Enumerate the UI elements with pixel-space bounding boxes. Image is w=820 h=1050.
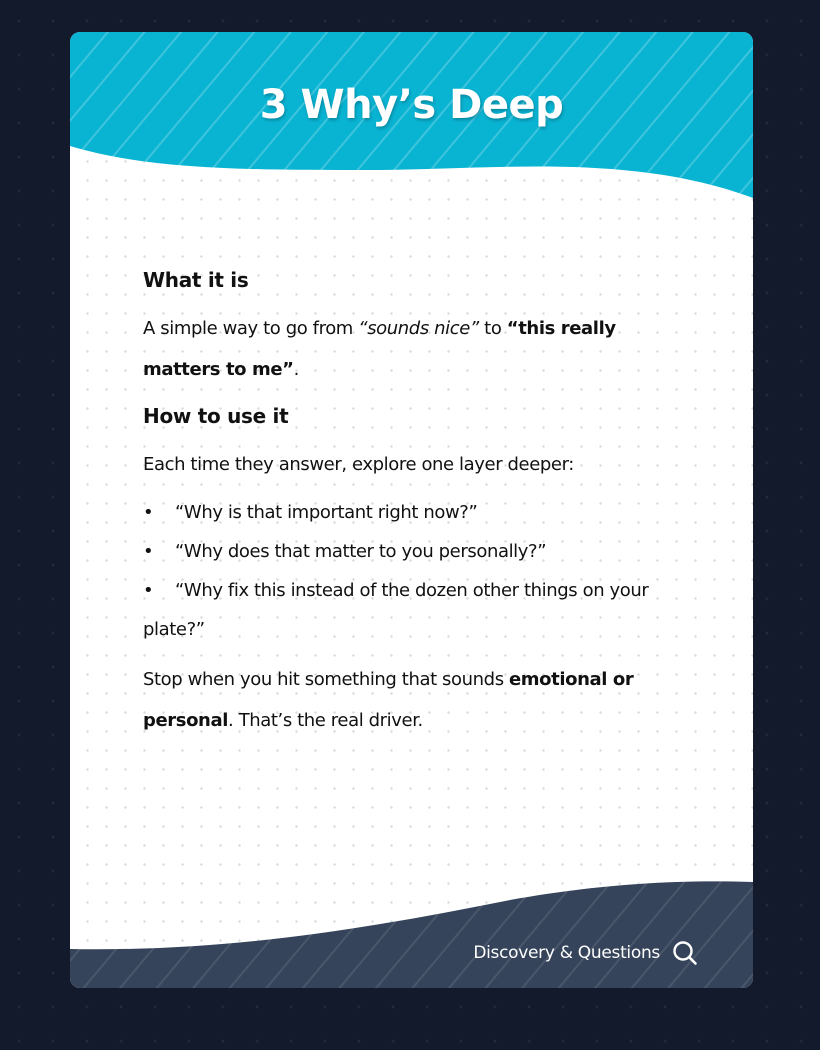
bullet-icon: •: [143, 541, 154, 562]
list-item: [143, 571, 683, 649]
bullet-icon: •: [143, 580, 154, 601]
what-text-after: .: [293, 359, 299, 380]
how-to-use-heading: How to use it: [143, 404, 289, 428]
sounds-nice-quote: “sounds nice”: [358, 318, 479, 339]
search-icon: [672, 940, 698, 966]
stop-text-after: . That’s the real driver.: [227, 710, 423, 731]
stop-text-before: Stop when you hit something that sounds: [143, 669, 509, 690]
card-title: 3 Why’s Deep: [259, 82, 564, 128]
why-question: “Why does that matter to you personally?”: [175, 541, 547, 562]
card-footer: [473, 940, 698, 966]
what-text-before: A simple way to go from: [143, 318, 359, 339]
how-to-use-intro: Each time they answer, explore one layer deeper:: [143, 454, 574, 475]
footer-wave: [70, 872, 753, 988]
why-question-list: [143, 493, 683, 649]
what-it-is-text: [143, 308, 683, 390]
category-label: Discovery & Questions: [473, 943, 660, 963]
what-text-middle: to: [478, 318, 507, 339]
really-matters-quote: “this really matters to me”: [143, 318, 616, 380]
header-wave: [70, 32, 753, 232]
method-card: [70, 32, 753, 988]
what-it-is-heading: What it is: [143, 268, 249, 292]
stop-guidance-text: [143, 659, 683, 741]
why-question: “Why is that important right now?”: [175, 502, 478, 523]
bullet-icon: •: [143, 502, 154, 523]
list-item: [143, 493, 683, 532]
card-body: [143, 260, 683, 747]
emotional-personal-emphasis: emotional or personal: [143, 669, 634, 731]
list-item: [143, 532, 683, 571]
why-question: “Why fix this instead of the dozen other things on your plate?”: [143, 580, 649, 640]
